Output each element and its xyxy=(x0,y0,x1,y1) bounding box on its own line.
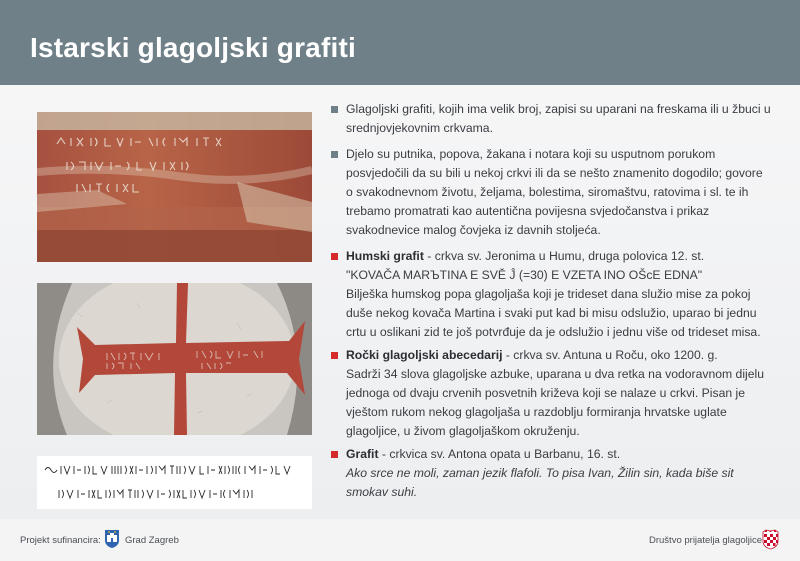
funder-label: Projekt sufinancira: xyxy=(20,535,101,546)
square-bullet-icon xyxy=(331,352,338,359)
item-heading xyxy=(346,346,771,365)
item-heading xyxy=(346,445,771,464)
item-heading xyxy=(346,247,771,266)
footer-bar xyxy=(0,519,800,561)
item-description: Bilješka humskog popa glagoljaša koji je trideset dana služio mise za pokoj duše nekog kovača Martina i svaki put kad bi misu odslužio, uparao bi jednu crtu u oslikani zid te još potvrđuje da je odslužio i jednu više od trideset misa. xyxy=(346,287,761,339)
society-label: Društvo prijatelja glagoljice xyxy=(649,535,762,546)
item-title: Humski grafit xyxy=(346,249,424,263)
square-bullet-icon xyxy=(331,151,338,158)
item-subtitle: - crkva sv. Jeronima u Humu, druga polovica 12. st. xyxy=(423,249,705,263)
square-bullet-icon xyxy=(331,106,338,113)
text-column xyxy=(331,100,771,502)
roc-abecedarij-cross-photo xyxy=(37,283,312,435)
item-subtitle: - crkva sv. Antuna u Roču, oko 1200. g. xyxy=(502,348,718,362)
page-title: Istarski glagoljski grafiti xyxy=(30,32,356,63)
hum-graffiti-photo xyxy=(37,112,312,262)
item-title: Ročki glagoljski abecedarij xyxy=(346,348,503,362)
item-subtitle: - crkvica sv. Antona opata u Barbanu, 16. st. xyxy=(378,447,621,461)
zagreb-crest-icon xyxy=(104,529,120,549)
intro-paragraph xyxy=(331,100,771,138)
square-bullet-icon xyxy=(331,451,338,458)
barban-graffiti-transcription xyxy=(37,456,312,509)
item-description: Sadrži 34 slova glagoljske azbuke, uparana u dva retka na vodoravnom dijelu jednoga od dvaju crvenih posvetnih križeva koji se nalaze u crkvi. Pisan je vještom rukom nekog glagoljaša u razdoblju formiranja hrvatske uglate glagoljice, u živom glagoljaškom okruženju. xyxy=(346,367,765,438)
square-bullet-icon xyxy=(331,253,338,260)
header-bar xyxy=(0,0,800,85)
croatian-checkerboard-crest-icon xyxy=(762,529,779,550)
graffiti-item xyxy=(331,445,771,502)
graffiti-item xyxy=(331,247,771,342)
intro-paragraph xyxy=(331,145,771,240)
graffiti-item xyxy=(331,346,771,441)
item-title: Grafit xyxy=(346,447,379,461)
item-quote: "KOVAČA MARЪTINA E SVĚ Ĵ (=30) E VZETA INO OŠcE EDNA" xyxy=(346,268,703,282)
intro-text: Glagoljski grafiti, kojih ima velik broj, zapisi su uparani na freskama ili u žbuci u srednjovjekovnim crkvama. xyxy=(346,102,771,135)
item-description: Ako srce ne moli, zaman jezik flafoli. To pisa Ivan, Žilin sin, kada biše sit smokav suhi. xyxy=(346,466,734,499)
intro-text: Djelo su putnika, popova, žakana i notara koji su usputnom porukom posvjedočili da su bili u nekoj crkvi ili da se nešto znamenito dogodilo; govore o svakodnevnom životu, željama, bolestima, siromaštvu, ratovima i sl. te ih trebamo promatrati kao autentična povijesna svjedočanstva i prikaz svakodnevice malog čovjeka iz davnih stoljeća. xyxy=(346,147,763,237)
city-label: Grad Zagreb xyxy=(125,535,179,546)
